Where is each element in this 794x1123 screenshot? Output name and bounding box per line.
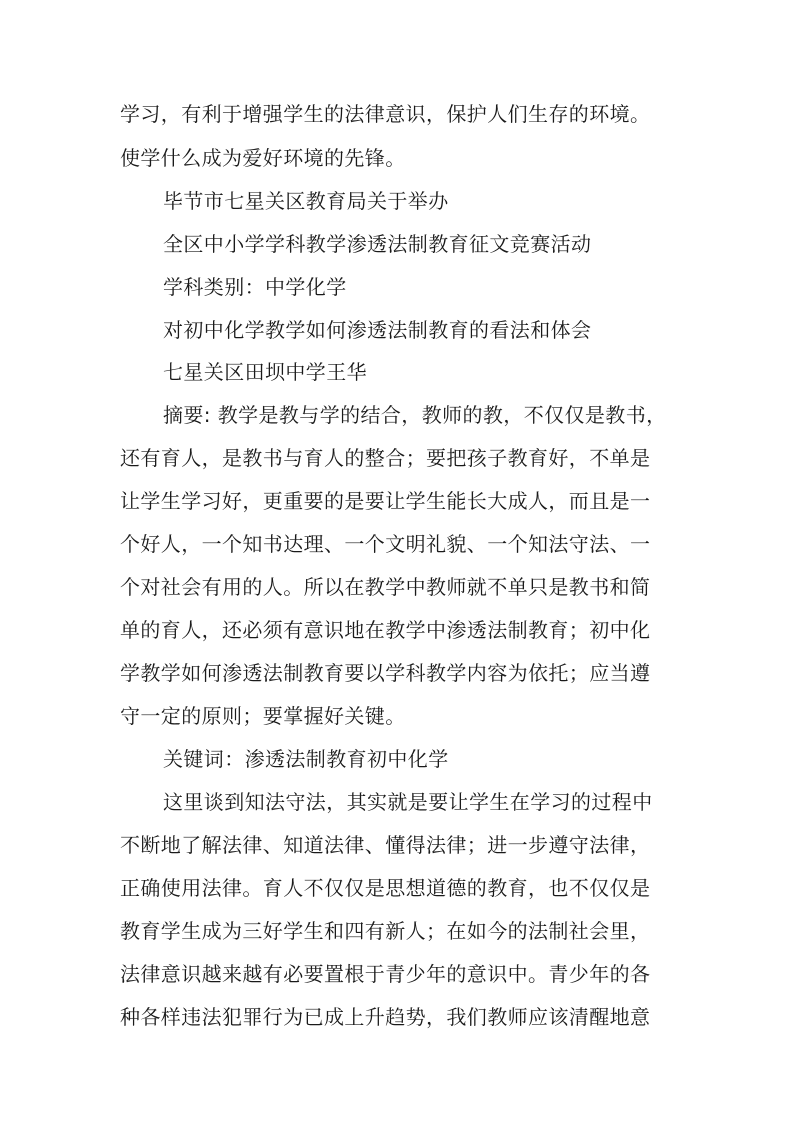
body-text-line: 教育学生成为三好学生和四有新人；在如今的法制社会里，: [120, 919, 651, 943]
author-line: 七星关区田坝中学王华: [163, 360, 367, 384]
abstract-line: 学教学如何渗透法制教育要以学科教学内容为依托；应当遵: [120, 661, 651, 685]
body-text-line: 种各样违法犯罪行为已成上升趋势，我们教师应该清醒地意: [120, 1005, 651, 1029]
subject-category-line: 学科类别：中学化学: [163, 275, 347, 299]
body-text-line: 法律意识越来越有必要置根于青少年的意识中。青少年的各: [120, 962, 651, 986]
body-text-line: 学习，有利于增强学生的法律意识，保护人们生存的环境。: [120, 102, 651, 126]
notice-title-line: 毕节市七星关区教育局关于举办: [163, 189, 449, 213]
abstract-line: 个好人，一个知书达理、一个文明礼貌、一个知法守法、一: [120, 532, 651, 556]
body-text-line: 不断地了解法律、知道法律、懂得法律；进一步遵守法律，: [120, 833, 651, 857]
keywords-line: 关键词：渗透法制教育初中化学: [163, 747, 449, 771]
body-text-line: 正确使用法律。育人不仅仅是思想道德的教育，也不仅仅是: [120, 876, 651, 900]
body-text-line: 使学什么成为爱好环境的先锋。: [120, 146, 406, 170]
abstract-line: 还有育人，是教书与育人的整合；要把孩子教育好，不单是: [120, 446, 651, 470]
abstract-line: 单的育人，还必须有意识地在教学中渗透法制教育；初中化: [120, 618, 651, 642]
abstract-line: 让学生学习好，更重要的是要让学生能长大成人，而且是一: [120, 489, 651, 513]
event-title-line: 全区中小学学科教学渗透法制教育征文竞赛活动: [163, 232, 592, 256]
abstract-line: 摘要: 教学是教与学的结合，教师的教，不仅仅是教书，: [163, 403, 667, 427]
abstract-line: 守一定的原则；要掌握好关键。: [120, 704, 406, 728]
abstract-line: 个对社会有用的人。所以在教学中教师就不单只是教书和简: [120, 575, 651, 599]
body-text-line: 这里谈到知法守法，其实就是要让学生在学习的过程中: [163, 790, 653, 814]
essay-title-line: 对初中化学教学如何渗透法制教育的看法和体会: [163, 318, 592, 342]
